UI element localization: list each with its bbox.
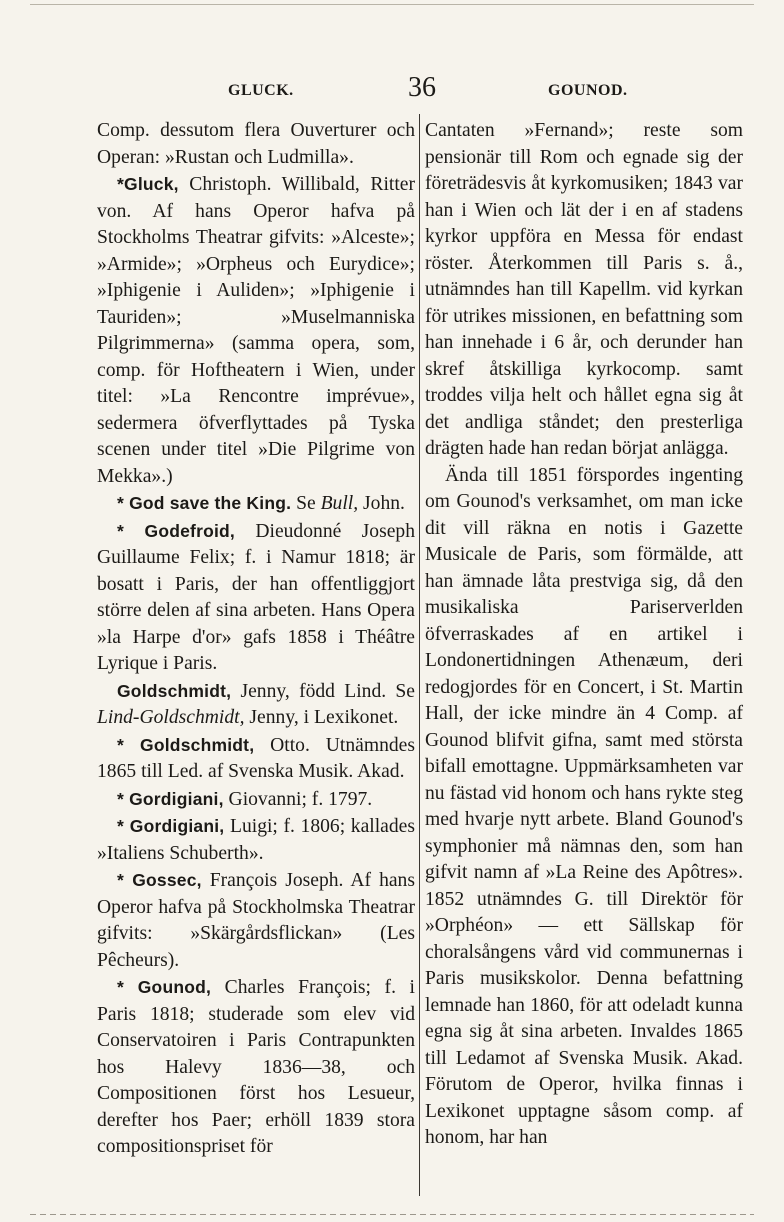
entry-headword: * Gordigiani, [117,788,224,809]
entry-goldschmidt-jenny [97,678,415,732]
entry-godefroid [97,518,415,678]
entry-text: Jenny, född Lind. Se [231,680,415,702]
right-column [425,118,743,1152]
entry-gordigiani-luigi [97,813,415,867]
entry-gounod-continuation: Cantaten »Fernand»; reste som pensionär till Rom och egnade sig der företrädesvis åt kyrkomusiken; 1843 var han i Wien och lät der i en af stadens kyrkor uppföra en Messa för endast röster. Återkommen till Paris s. å., utnämndes han till Kapellm. vid kyrkan för utrikes missionen, en befattning som han innehade i 6 år, och derunder han skref åtskilliga kyrkocomp. samt troddes vilja helt och hållet egna sig åt det andliga ståndet; den presterliga drägten hade han redan börjat anlägga. [425,120,743,459]
entry-god-save-the-king [97,490,415,518]
entry-headword: * Godefroid, [117,520,235,541]
entry-gounod [97,974,415,1161]
entry-gossec [97,867,415,974]
entry-text: Giovanni; f. 1797. [223,788,373,810]
entry-text: Luigi; f. 1806; kallades »Italiens Schuberth». [97,816,415,864]
entry-text: Jenny, i Lexikonet. [244,707,399,728]
entry-headword: * Goldschmidt, [117,734,255,755]
left-column [97,118,415,1161]
entry-continuation: Comp. dessutom flera Ouverturer och Operan: »Rustan och Ludmilla». [97,120,415,168]
entry-text: Se [291,493,321,514]
entry-text: Dieudonné Joseph Guillaume Felix; f. i Namur 1818; är bosatt i Paris, der han offentliggjort större delen af sina arbeten. Hans Opera »la Harpe d'or» gafs 1858 i Théâtre Lyrique i Paris. [97,520,416,674]
entry-text: Otto. Utnämndes 1865 till Led. af Svenska Musik. Akad. [97,734,415,782]
entry-gounod-paragraph: Ända till 1851 förspordes ingenting om Gounod's verksamhet, om man icke dit vill räkna en notis i Gazette Musicale de Paris, som förmälde, att han ämnade låta prestviga sig, då den musikaliska Pariserverlden öfverraskades af en artikel i Londonertidningen Athenæum, deri redogjordes för en Concert, i St. Martin Hall, der icke mindre än 4 Comp. af Gounod blifvit gifna, samt med största bifall emottagne. Uppmärksamheten var nu fästad vid honom och hans rykte steg med hvarje nytt arbete. Bland Gounod's symphonier må nämnas den, som han gifvit namn af »La Reine des Apôtres». 1852 utnämndes G. till Direktör för »Orphéon» — ett Sällskap för choralsångens vård vid communernas i Paris musikskolor. Denna befattning lemnade han 1860, för att odeladt kunna egna sig åt sina arbeten. Invaldes 1865 till Ledamot af Svenska Musik. Akad. Förutom de Operor, hvilka finnas i Lexikonet upptagne såsom comp. af honom, har han [425,464,743,1148]
entry-headword: *Gluck, [117,174,179,194]
entry-headword: * Gossec, [117,870,202,890]
entry-headword: Goldschmidt, [117,680,232,701]
entry-text: Christoph. Willibald, Ritter von. Af hans Operor hafva på Stockholms Theatrar gifvits: »Alceste»; »Armide»; »Orpheus och Eurydice»; »Iphigenie i Auliden»; »Iphigenie i Tauriden»; »Muselmanniska Pilgrimmerna» (samma opera, som, comp. för Hoftheatern i Wien, under titel: »La Rencontre imprévue», sedermera öfverflyttades på Tyska scenen under titel »Die Pilgrime von Mekka».) [97,174,415,487]
entry-headword: * Gordigiani, [117,816,225,836]
column-divider [419,114,420,1196]
entry-headword: * God save the King. [117,493,292,513]
entry-reference: Lind-Goldschmidt, [97,707,245,728]
entry-text: John. [358,493,405,514]
header-left-catchword: GLUCK. [228,82,294,99]
entry-goldschmidt-otto [97,732,415,786]
entry-gluck [97,171,415,490]
entry-gordigiani-giovanni [97,786,415,814]
entry-text: Charles François; f. i Paris 1818; studerade som elev vid Conservatoiren i Paris Contrapunkten hos Halevy 1836—38, och Compositionen först hos Lesueur, derefter hos Paer; erhöll 1839 stora compositionspriset för [97,977,415,1157]
page-number: 36 [408,72,436,103]
page-header [98,72,746,112]
bottom-edge-rule [30,1214,754,1215]
top-rule [30,4,754,5]
entry-headword: * Gounod, [117,977,212,997]
entry-text: François Joseph. Af hans Operor hafva på Stockholmska Theatrar gifvits: »Skärgårdsflickan» (Les Pêcheurs). [97,870,415,971]
entry-reference: Bull, [320,493,359,514]
header-right-catchword: GOUNOD. [548,82,628,99]
